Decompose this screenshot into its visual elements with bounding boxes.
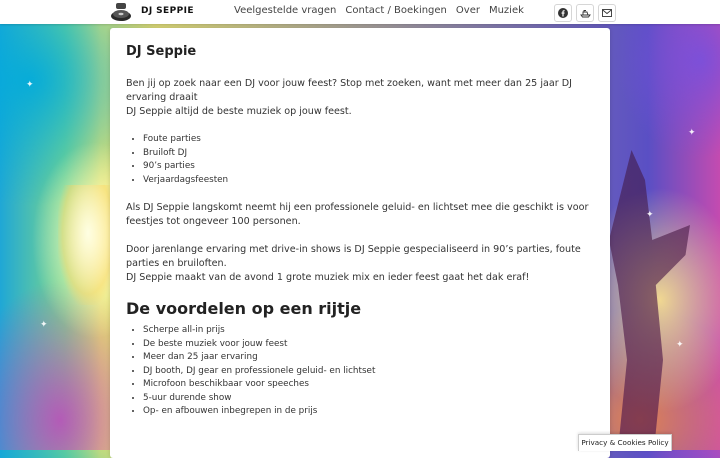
list-item: • Bruiloft DJ: [143, 147, 596, 161]
list-item: • Microfoon beschikbaar voor speeches: [143, 378, 596, 392]
top-navbar: [0, 0, 720, 24]
facebook-icon: [558, 8, 568, 18]
privacy-cookies-button[interactable]: Privacy & Cookies Policy: [578, 434, 672, 451]
list-item: • 5-uur durende show: [143, 392, 596, 406]
list-item: • 90’s parties: [143, 160, 596, 174]
party-types-list: [126, 133, 596, 187]
experience-paragraph: [126, 243, 596, 285]
content-card: [110, 28, 610, 458]
sparkle-icon: ✦: [646, 210, 654, 220]
sparkle-icon: ✦: [40, 320, 48, 330]
nav-link-contact[interactable]: Contact / Boekingen: [345, 5, 447, 16]
brand-name[interactable]: DJ SEPPIE: [141, 6, 194, 16]
nav-link-about[interactable]: Over: [455, 5, 480, 16]
equipment-paragraph: Als DJ Seppie langskomt neemt hij een professionele geluid- en lichtset mee die geschikt is voor feestjes tot ongeveer 100 personen.: [126, 202, 589, 227]
turntable-logo-icon: [110, 2, 132, 22]
page-title: DJ Seppie: [126, 44, 197, 59]
benefits-list: [126, 324, 596, 419]
mail-button[interactable]: [598, 4, 616, 22]
content-body: [126, 44, 596, 433]
intro-line-1: Ben jij op zoek naar een DJ voor jouw feest? Stop met zoeken, want met meer dan 25 jaar DJ ervaring draait: [126, 78, 572, 103]
list-item: • Foute parties: [143, 133, 596, 147]
boat-icon: [580, 9, 591, 18]
experience-line-1: Door jarenlange ervaring met drive-in shows is DJ Seppie gespecialiseerd in 90’s parties, foute parties en bruiloften.: [126, 244, 581, 269]
benefits-heading: De voordelen op een rijtje: [126, 299, 362, 318]
boat-button[interactable]: [576, 4, 594, 22]
social-links: [554, 4, 616, 22]
background-dancer-left: [58, 185, 118, 305]
nav-link-music[interactable]: Muziek: [488, 5, 524, 16]
logo-link[interactable]: [110, 2, 132, 22]
sparkle-icon: ✦: [26, 80, 34, 90]
mail-icon: [602, 9, 612, 17]
sparkle-icon: ✦: [676, 340, 684, 350]
facebook-button[interactable]: [554, 4, 572, 22]
list-item: • DJ booth, DJ gear en professionele geluid- en lichtset: [143, 365, 596, 379]
list-item: • Verjaardagsfeesten: [143, 174, 596, 188]
list-item: • Meer dan 25 jaar ervaring: [143, 351, 596, 365]
list-item: • De beste muziek voor jouw feest: [143, 338, 596, 352]
list-item: • Op- en afbouwen inbegrepen in de prijs: [143, 405, 596, 419]
intro-line-2: DJ Seppie altijd de beste muziek op jouw feest.: [126, 106, 352, 117]
intro-paragraph: [126, 77, 596, 119]
nav-link-faq[interactable]: Veelgestelde vragen: [234, 5, 337, 16]
sparkle-icon: ✦: [688, 128, 696, 138]
experience-line-2: DJ Seppie maakt van de avond 1 grote muziek mix en ieder feest gaat het dak eraf!: [126, 272, 530, 283]
list-item: • Scherpe all-in prijs: [143, 324, 596, 338]
main-menu: [234, 5, 524, 16]
background-dancer-right: [600, 150, 690, 450]
